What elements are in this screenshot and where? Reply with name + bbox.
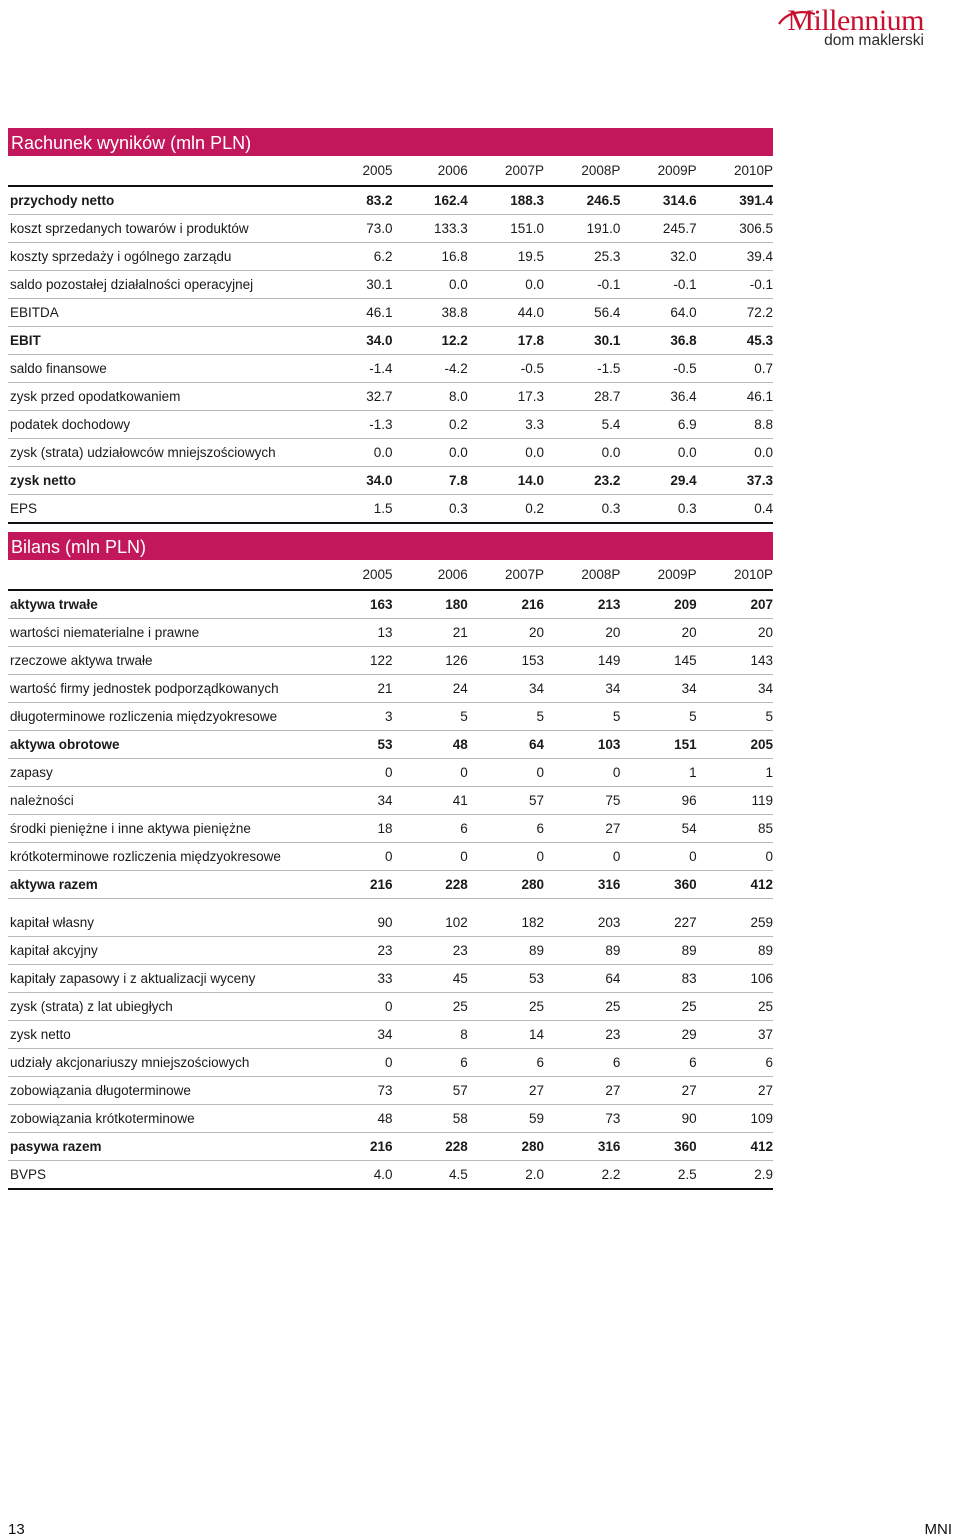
row-value: 203 [597,915,621,930]
row-value: 0 [392,759,467,787]
table-row [8,1105,773,1133]
row-value: 103 [544,731,620,759]
row-value: 25.3 [544,243,620,271]
row-value: 20 [544,619,620,647]
row-value: 2.9 [697,1161,773,1190]
row-label: saldo pozostałej działalności operacyjnej [8,271,326,299]
row-value: 145 [620,647,696,675]
row-value: 72.2 [697,299,773,327]
row-value: 34 [697,675,773,703]
row-value: 27 [620,1077,696,1105]
row-value: 46.1 [326,299,392,327]
row-value: 5 [697,703,773,731]
row-label: wartości niematerialne i prawne [8,619,326,647]
row-value: 1 [697,759,773,787]
row-label: zysk netto [8,1021,326,1049]
row-value: 73 [544,1105,620,1133]
row-value: 23 [326,937,392,965]
row-value: 64 [468,731,544,759]
row-value: 25 [620,993,696,1021]
row-value: 39.4 [697,243,773,271]
row-value: 34 [620,675,696,703]
row-value: 151 [620,731,696,759]
row-value: 83 [620,965,696,993]
row-value: 216 [326,1133,392,1161]
income-statement-table [8,156,773,524]
row-value: 21 [392,619,467,647]
row-value: 8 [392,1021,467,1049]
row-value: 89 [544,937,620,965]
row-value: 54 [620,815,696,843]
row-label: wartość firmy jednostek podporządkowanych [8,675,326,703]
row-value: 6 [544,1049,620,1077]
row-value: 25 [697,993,773,1021]
table-row [8,993,773,1021]
row-label: EPS [8,495,326,524]
row-value: -4.2 [392,355,467,383]
year-header-cell: 2009P [657,567,697,582]
row-value: 126 [392,647,467,675]
divider-cell [544,899,620,910]
row-value: 391.4 [697,186,773,215]
row-value: 59 [468,1105,544,1133]
row-value: 89 [697,937,773,965]
row-label: koszt sprzedanych towarów i produktów [8,215,326,243]
row-value: 32.7 [326,383,392,411]
divider-cell [392,899,467,910]
row-value: 182 [521,915,545,930]
row-value: 163 [326,590,392,619]
row-label: zysk netto [8,467,326,495]
row-value: 6 [697,1049,773,1077]
row-value: 73 [326,1077,392,1105]
row-value: 56.4 [544,299,620,327]
row-value: 30.1 [326,271,392,299]
row-value: 6 [468,815,544,843]
row-value: 32.0 [620,243,696,271]
row-value: 57 [468,787,544,815]
row-value: 64.0 [620,299,696,327]
table-row [8,467,773,495]
year-header-spacer [8,560,326,590]
row-value: 0 [544,843,620,871]
row-value: 16.8 [392,243,467,271]
row-value: 36.4 [620,383,696,411]
table-row [8,937,773,965]
row-value: 27 [468,1077,544,1105]
row-label: aktywa obrotowe [8,731,326,759]
year-header-cell: 2008P [581,163,621,178]
row-value: 24 [392,675,467,703]
brand-subtitle: dom maklerski [824,32,924,49]
row-value: 38.8 [392,299,467,327]
row-value: 0.0 [392,271,467,299]
row-value: 89 [620,937,696,965]
row-value: 57 [392,1077,467,1105]
row-value: 64 [544,965,620,993]
row-value: 228 [392,871,467,899]
row-label: aktywa razem [8,871,326,899]
balance-sheet-table [8,560,773,1190]
row-value: -0.1 [544,271,620,299]
row-value: 44.0 [468,299,544,327]
row-label: krótkoterminowe rozliczenia międzyokresowe [8,843,326,871]
row-label: zobowiązania krótkoterminowe [8,1105,326,1133]
table-row [8,1021,773,1049]
section-divider [8,899,773,910]
row-value: 0 [326,1049,392,1077]
row-value: 0.0 [392,439,467,467]
row-value: 360 [620,871,696,899]
row-value: 5 [620,703,696,731]
year-header-row [8,560,773,590]
row-value: 25 [544,993,620,1021]
row-value: 21 [326,675,392,703]
row-value: 412 [697,871,773,899]
row-value: 27 [544,815,620,843]
row-value: 0 [392,843,467,871]
table-row [8,186,773,215]
year-header-cell: 2007P [505,163,545,178]
divider-cell [8,899,326,910]
row-value: 162.4 [392,186,467,215]
row-value: 0 [326,759,392,787]
table-row [8,355,773,383]
table-row [8,871,773,899]
row-value: 2.0 [468,1161,544,1190]
row-value: 90 [377,915,393,930]
row-value: 245.7 [620,215,696,243]
row-value: 0.0 [468,271,544,299]
year-header-cell: 2006 [437,567,468,582]
row-label: EBIT [8,327,326,355]
row-value: 4.0 [326,1161,392,1190]
row-label: podatek dochodowy [8,411,326,439]
row-value: 14.0 [468,467,544,495]
table-row [8,815,773,843]
year-header-cell: 2005 [362,567,393,582]
table-row [8,383,773,411]
balance-sheet-title: Bilans (mln PLN) [8,532,773,560]
brand-logo [777,2,942,52]
row-value: 316 [544,1133,620,1161]
row-value: 25 [468,993,544,1021]
row-value: 216 [468,590,544,619]
row-label: zapasy [8,759,326,787]
row-value: 34 [326,787,392,815]
table-row [8,703,773,731]
row-value: 34.0 [326,327,392,355]
table-row [8,271,773,299]
row-value: 6 [468,1049,544,1077]
table-row [8,1049,773,1077]
row-value: 207 [697,590,773,619]
row-value: 6 [392,1049,467,1077]
row-value: 316 [544,871,620,899]
row-value: 25 [392,993,467,1021]
row-value: 306.5 [697,215,773,243]
year-header-cell: 2009P [657,163,697,178]
table-row [8,590,773,619]
table-row [8,495,773,524]
income-statement-section [8,128,773,524]
year-header-row [8,156,773,186]
year-header-spacer [8,156,326,186]
row-value: 6.2 [326,243,392,271]
row-value: 1.5 [326,495,392,524]
table-row [8,909,773,937]
row-label: środki pieniężne i inne aktywa pieniężne [8,815,326,843]
row-value: -0.5 [620,355,696,383]
row-value: 4.5 [392,1161,467,1190]
row-label: zysk (strata) udziałowców mniejszościowych [8,439,326,467]
row-value: 3 [326,703,392,731]
divider-cell [620,899,696,910]
year-header-cell: 2010P [733,567,773,582]
row-value: 36.8 [620,327,696,355]
row-value: 23 [544,1021,620,1049]
row-value: 0 [468,843,544,871]
row-value: 5 [468,703,544,731]
row-value: 34 [326,1021,392,1049]
row-value: 29 [620,1021,696,1049]
row-value: 0.0 [697,439,773,467]
row-value: 213 [544,590,620,619]
balance-sheet-section [8,532,773,1190]
row-value: 34.0 [326,467,392,495]
row-value: 153 [468,647,544,675]
row-value: 109 [697,1105,773,1133]
row-value: 122 [326,647,392,675]
row-label: kapitały zapasowy i z aktualizacji wyceny [8,965,326,993]
row-value: 48 [392,731,467,759]
row-value: 8.8 [697,411,773,439]
row-value: 30.1 [544,327,620,355]
row-value: 5.4 [544,411,620,439]
row-value: 18 [326,815,392,843]
row-value: 0.4 [697,495,773,524]
row-value: 0 [697,843,773,871]
row-value: 28.7 [544,383,620,411]
row-value: 37 [697,1021,773,1049]
ticker-label: MNI [924,1521,952,1538]
row-value: 209 [620,590,696,619]
row-value: -1.5 [544,355,620,383]
row-value: 246.5 [544,186,620,215]
divider-cell [326,899,392,910]
table-row [8,787,773,815]
row-value: 20 [468,619,544,647]
row-value: 23.2 [544,467,620,495]
table-row [8,439,773,467]
row-value: 216 [326,871,392,899]
row-value: -0.1 [620,271,696,299]
row-value: 45.3 [697,327,773,355]
row-label: koszty sprzedaży i ogólnego zarządu [8,243,326,271]
row-value: 89 [468,937,544,965]
row-value: 6 [620,1049,696,1077]
table-row [8,675,773,703]
row-value: 0.0 [326,439,392,467]
row-value: 73.0 [326,215,392,243]
row-value: 46.1 [697,383,773,411]
row-value: 34 [468,675,544,703]
row-value: 53 [468,965,544,993]
row-label: kapitał akcyjny [8,937,326,965]
table-row [8,411,773,439]
row-value: 27 [697,1077,773,1105]
row-value: 106 [697,965,773,993]
table-row [8,965,773,993]
row-label: należności [8,787,326,815]
row-value: 20 [620,619,696,647]
row-value: 119 [697,787,773,815]
row-value: 360 [620,1133,696,1161]
row-value: 0.2 [468,495,544,524]
row-label: EBITDA [8,299,326,327]
row-value: 0.0 [620,439,696,467]
table-row [8,843,773,871]
row-value: 0 [544,759,620,787]
row-label: udziały akcjonariuszy mniejszościowych [8,1049,326,1077]
row-value: 180 [392,590,467,619]
row-value: 7.8 [392,467,467,495]
row-value: 14 [468,1021,544,1049]
row-value: 6.9 [620,411,696,439]
year-header-cell: 2005 [362,163,393,178]
table-row [8,215,773,243]
row-value: 19.5 [468,243,544,271]
row-value: 0.3 [620,495,696,524]
row-value: 17.3 [468,383,544,411]
row-label: BVPS [8,1161,326,1190]
row-value: 17.8 [468,327,544,355]
table-row [8,731,773,759]
row-value: 2.5 [620,1161,696,1190]
row-value: 280 [468,1133,544,1161]
divider-cell [468,899,544,910]
row-value: 280 [468,871,544,899]
row-value: 0.7 [697,355,773,383]
row-value: 37.3 [697,467,773,495]
row-value: 5 [544,703,620,731]
row-value: 259 [750,915,773,930]
row-value: 0 [326,843,392,871]
row-value: 34 [544,675,620,703]
row-label: zysk (strata) z lat ubiegłych [8,993,326,1021]
row-value: 23 [392,937,467,965]
row-value: 0.3 [544,495,620,524]
row-value: 1 [620,759,696,787]
year-header-cell: 2008P [581,567,621,582]
row-value: 41 [392,787,467,815]
row-value: -0.1 [697,271,773,299]
row-value: -1.3 [326,411,392,439]
divider-cell [697,899,773,910]
row-label: saldo finansowe [8,355,326,383]
row-value: 5 [392,703,467,731]
row-label: przychody netto [8,186,326,215]
row-value: 0.3 [392,495,467,524]
row-value: 0 [468,759,544,787]
row-value: 227 [674,915,697,930]
row-value: 0 [326,993,392,1021]
row-value: 8.0 [392,383,467,411]
row-value: 29.4 [620,467,696,495]
row-value: 96 [620,787,696,815]
row-value: 53 [326,731,392,759]
table-row [8,1161,773,1190]
row-value: 90 [620,1105,696,1133]
row-value: 0 [620,843,696,871]
row-value: 83.2 [326,186,392,215]
row-label: kapitał własny [10,915,95,930]
row-value: 412 [697,1133,773,1161]
row-value: 188.3 [468,186,544,215]
year-header-cell: 2006 [437,163,468,178]
row-value: 13 [326,619,392,647]
row-value: -0.5 [468,355,544,383]
row-value: 314.6 [620,186,696,215]
page-number: 13 [8,1521,25,1538]
row-label: zysk przed opodatkowaniem [8,383,326,411]
row-value: 133.3 [392,215,467,243]
row-label: długoterminowe rozliczenia międzyokresowe [8,703,326,731]
row-value: 75 [544,787,620,815]
table-row [8,243,773,271]
row-label: rzeczowe aktywa trwałe [8,647,326,675]
year-header-cell: 2010P [733,163,773,178]
table-row [8,759,773,787]
row-value: 205 [697,731,773,759]
row-label: aktywa trwałe [8,590,326,619]
row-value: 0.2 [392,411,467,439]
row-value: 102 [445,915,468,930]
brand-name: Millennium [787,4,924,37]
row-value: 2.2 [544,1161,620,1190]
table-row [8,647,773,675]
row-label: zobowiązania długoterminowe [8,1077,326,1105]
row-value: 228 [392,1133,467,1161]
row-value: 151.0 [468,215,544,243]
row-value: 143 [697,647,773,675]
row-value: 27 [544,1077,620,1105]
row-value: 45 [392,965,467,993]
row-value: 6 [392,815,467,843]
row-value: 33 [326,965,392,993]
row-value: 0.0 [468,439,544,467]
table-row [8,619,773,647]
income-statement-title: Rachunek wyników (mln PLN) [8,128,773,156]
row-value: 191.0 [544,215,620,243]
row-value: 58 [392,1105,467,1133]
row-value: 149 [544,647,620,675]
row-value: 85 [697,815,773,843]
row-label: pasywa razem [8,1133,326,1161]
table-row [8,1133,773,1161]
table-row [8,327,773,355]
row-value: 48 [326,1105,392,1133]
table-row [8,1077,773,1105]
row-value: 3.3 [468,411,544,439]
table-row [8,299,773,327]
row-value: 12.2 [392,327,467,355]
row-value: 20 [697,619,773,647]
row-value: 0.0 [544,439,620,467]
year-header-cell: 2007P [505,567,545,582]
row-value: -1.4 [326,355,392,383]
